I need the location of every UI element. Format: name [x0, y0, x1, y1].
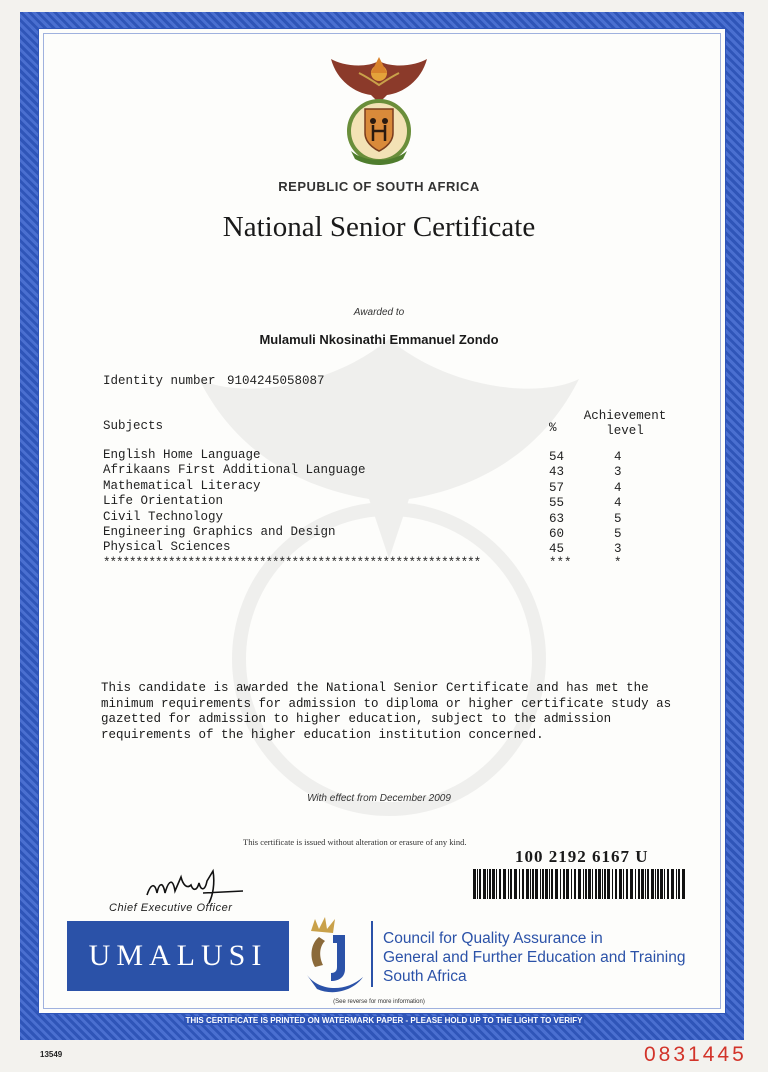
identity-number: 9104245058087 [227, 374, 325, 388]
certificate-number: 100 2192 6167 U [515, 847, 649, 866]
percent-list [549, 450, 564, 558]
barcode-bar [503, 869, 506, 899]
achievement-header-line2: level [606, 424, 644, 438]
percent-header: % [549, 421, 557, 435]
barcode-bar [545, 869, 548, 899]
awarded-to-label: Awarded to [353, 307, 405, 318]
barcode-bar [667, 869, 669, 899]
barcode-bar [635, 869, 636, 899]
barcode-bar [522, 869, 524, 899]
barcode-bar [563, 869, 565, 899]
subject-percent: 57 [549, 480, 565, 495]
certificate-title: National Senior Certificate [222, 211, 536, 243]
subject-name: Engineering Graphics and Design [103, 525, 336, 540]
reverse-note: (See reverse for more information) [333, 999, 425, 1005]
barcode-bar [588, 869, 591, 899]
barcode-bar [641, 869, 644, 899]
barcode-icon [473, 869, 685, 899]
barcode-bar [678, 869, 680, 899]
achievement-level: 5 [614, 527, 622, 542]
barcode-bar [630, 869, 633, 899]
achievement-level: 4 [614, 496, 622, 511]
council-line-3: South Africa [383, 968, 467, 985]
achievement-level: 3 [614, 542, 622, 557]
barcode-bar [623, 869, 624, 899]
signatory-title: Chief Executive Officer [109, 902, 233, 914]
barcode-bar [583, 869, 584, 899]
barcode-bar [566, 869, 569, 899]
barcode-bar [638, 869, 640, 899]
council-divider [371, 921, 373, 987]
barcode-bar [602, 869, 603, 899]
barcode-bar [645, 869, 646, 899]
award-statement: This candidate is awarded the National Senior Certificate and has met the minimum requirements for admission to diploma or higher certificate study as gazetted for admission to higher education, subject to the admission requirements of the higher education institution concerned. [101, 681, 672, 742]
barcode-bar [496, 869, 497, 899]
barcode-bar [477, 869, 478, 899]
subject-list [103, 448, 366, 556]
barcode-bar [598, 869, 601, 899]
barcode-bar [526, 869, 529, 899]
end-level-stars: * [614, 556, 622, 570]
barcode-bar [657, 869, 659, 899]
barcode-bar [540, 869, 541, 899]
barcode-bar [473, 869, 476, 899]
identity-row [103, 374, 325, 388]
subject-percent: 54 [549, 450, 565, 464]
barcode-bar [492, 869, 495, 899]
barcode-bar [612, 869, 613, 899]
barcode-bar [615, 869, 617, 899]
barcode-bar [499, 869, 501, 899]
council-line-2: General and Further Education and Training [383, 949, 686, 966]
achievement-header-line1: Achievement [583, 409, 667, 423]
coat-of-arms-icon [329, 51, 429, 169]
subjects-header: Subjects [103, 419, 164, 433]
subject-percent: 43 [549, 465, 565, 480]
subject-name: Civil Technology [103, 509, 224, 524]
barcode-bar [574, 869, 576, 899]
barcode-bar [651, 869, 654, 899]
achievement-header [580, 409, 670, 439]
end-percent-stars: *** [549, 556, 572, 570]
signature-icon [143, 865, 253, 905]
barcode-bar [585, 869, 587, 899]
barcode-bar [549, 869, 550, 899]
barcode-bar [664, 869, 665, 899]
barcode-bar [619, 869, 622, 899]
achievement-level: 4 [614, 480, 622, 495]
umalusi-wordmark: UMALUSI [67, 921, 289, 991]
barcode-bar [682, 869, 685, 899]
council-line-1: Council for Quality Assurance in [383, 930, 603, 947]
achievement-level: 3 [614, 465, 622, 480]
barcode-bar [592, 869, 593, 899]
certificate-paper [38, 28, 726, 1014]
achievement-level: 4 [614, 450, 622, 464]
barcode-bar [551, 869, 553, 899]
effective-date: With effect from December 2009 [307, 793, 451, 804]
barcode-bar [530, 869, 531, 899]
country-heading: REPUBLIC OF SOUTH AFRICA [278, 179, 480, 194]
subject-name: English Home Language [103, 448, 261, 462]
barcode-bar [514, 869, 517, 899]
subject-percent: 63 [549, 511, 565, 526]
barcode-bar [542, 869, 544, 899]
subject-name: Afrikaans First Additional Language [103, 463, 366, 478]
recipient-name: Mulamuli Nkosinathi Emmanuel Zondo [259, 332, 499, 347]
verify-notice-text: THIS CERTIFICATE IS PRINTED ON WATERMARK PAPER - PLEASE HOLD UP TO THE LIGHT TO VERIFY [185, 1016, 583, 1025]
subject-percent: 55 [549, 496, 565, 511]
footer-number: 13549 [40, 1050, 63, 1059]
barcode-bar [655, 869, 656, 899]
identity-label: Identity number [103, 374, 216, 388]
barcode-bar [671, 869, 674, 899]
barcode-bar [607, 869, 610, 899]
barcode-bar [510, 869, 512, 899]
barcode-bar [595, 869, 597, 899]
barcode-bar [479, 869, 481, 899]
barcode-bar [626, 869, 628, 899]
barcode-bar [508, 869, 509, 899]
subject-percent: 60 [549, 527, 565, 542]
subject-name: Mathematical Literacy [103, 478, 261, 493]
serial-number: 0831445 [644, 1043, 747, 1066]
barcode-bar [487, 869, 488, 899]
barcode-bar [676, 869, 677, 899]
umalusi-logo-icon [301, 913, 367, 999]
issued-note: This certificate is issued without alteration or erasure of any kind. [243, 837, 467, 847]
barcode-bar [489, 869, 491, 899]
barcode-bar [519, 869, 520, 899]
achievement-level: 5 [614, 511, 622, 526]
level-list [614, 450, 622, 558]
barcode-bar [555, 869, 558, 899]
watermark-verify-notice [40, 1016, 728, 1025]
council-name [383, 929, 685, 986]
barcode-bar [560, 869, 561, 899]
barcode-bar [578, 869, 581, 899]
barcode-bar [571, 869, 572, 899]
subject-name: Physical Sciences [103, 540, 231, 555]
barcode-bar [647, 869, 649, 899]
barcode-bar [483, 869, 486, 899]
barcode-bar [660, 869, 663, 899]
subject-name: Life Orientation [103, 494, 224, 509]
subject-percent: 45 [549, 542, 565, 557]
barcode-bar [532, 869, 534, 899]
barcode-bar [604, 869, 606, 899]
end-of-list-stars: ********************************************************** [103, 556, 481, 570]
barcode-bar [535, 869, 538, 899]
